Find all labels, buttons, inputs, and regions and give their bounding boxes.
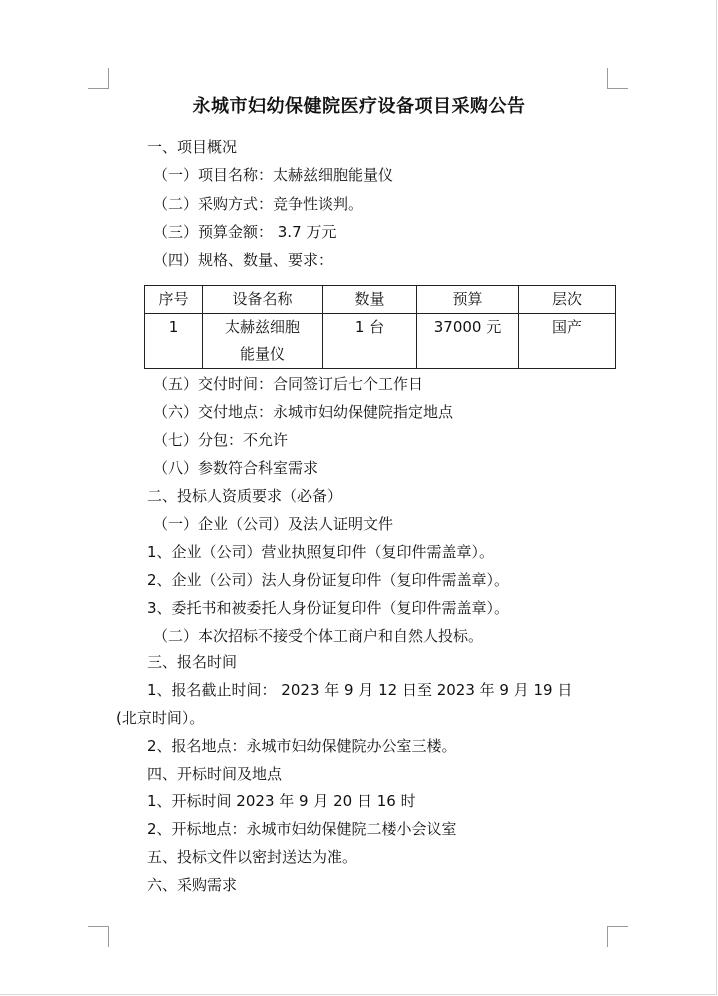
margin-corner-top-right [607, 68, 628, 89]
item-no-individuals: （二）本次招标不接受个体工商户和自然人投标。 [153, 627, 484, 645]
section-heading-submission: 五、投标文件以密封送达为准。 [147, 848, 358, 866]
item-opening-time: 1、开标时间 2023 年 9 月 20 日 16 时 [147, 792, 416, 810]
item-opening-place: 2、开标地点：永城市妇幼保健院二楼小会议室 [147, 820, 457, 838]
table-header-row [145, 286, 616, 314]
item-parameters: （八）参数符合科室需求 [153, 459, 319, 477]
margin-corner-bottom-left [88, 926, 109, 947]
table-header-cell: 层次 [519, 286, 616, 314]
item-delivery-time: （五）交付时间：合同签订后七个工作日 [153, 375, 424, 393]
item-company-docs: （一）企业（公司）及法人证明文件 [153, 515, 394, 533]
item-legal-id: 2、企业（公司）法人身份证复印件（复印件需盖章）。 [147, 571, 510, 589]
table-cell: 1 [145, 314, 203, 369]
item-delivery-place: （六）交付地点：永城市妇幼保健院指定地点 [153, 403, 454, 421]
section-heading-registration: 三、报名时间 [147, 653, 238, 671]
table-cell: 国产 [519, 314, 616, 369]
page-title: 永城市妇幼保健院医疗设备项目采购公告 [192, 96, 526, 117]
table-cell: 太赫兹细胞能量仪 [203, 314, 323, 369]
item-business-license: 1、企业（公司）营业执照复印件（复印件需盖章）。 [147, 543, 495, 561]
margin-corner-top-left [88, 68, 109, 89]
section-heading-qualification: 二、投标人资质要求（必备） [147, 487, 343, 505]
margin-corner-bottom-right [607, 926, 628, 947]
item-procurement-method: （二）采购方式：竞争性谈判。 [153, 195, 364, 213]
table-header-cell: 预算 [417, 286, 519, 314]
section-heading-requirements: 六、采购需求 [147, 876, 238, 894]
section-heading-overview: 一、项目概况 [147, 138, 238, 156]
item-registration-deadline: 1、报名截止时间： 2023 年 9 月 12 日至 2023 年 9 月 19 日 [147, 681, 573, 699]
table-header-cell: 设备名称 [203, 286, 323, 314]
item-spec-heading: （四）规格、数量、要求： [153, 251, 334, 269]
item-authorization: 3、委托书和被委托人身份证复印件（复印件需盖章）。 [147, 599, 510, 617]
item-registration-place: 2、报名地点：永城市妇幼保健院办公室三楼。 [147, 737, 457, 755]
section-heading-opening: 四、开标时间及地点 [147, 765, 283, 783]
table-row [145, 314, 616, 369]
item-project-name: （一）项目名称：太赫兹细胞能量仪 [153, 166, 394, 184]
item-subcontract: （七）分包：不允许 [153, 431, 289, 449]
item-budget: （三）预算金额： 3.7 万元 [153, 223, 337, 241]
table-header-cell: 序号 [145, 286, 203, 314]
spec-table [144, 285, 616, 369]
table-cell: 37000 元 [417, 314, 519, 369]
table-cell: 1 台 [323, 314, 417, 369]
table-header-cell: 数量 [323, 286, 417, 314]
item-registration-deadline-cont: (北京时间）。 [116, 709, 205, 727]
